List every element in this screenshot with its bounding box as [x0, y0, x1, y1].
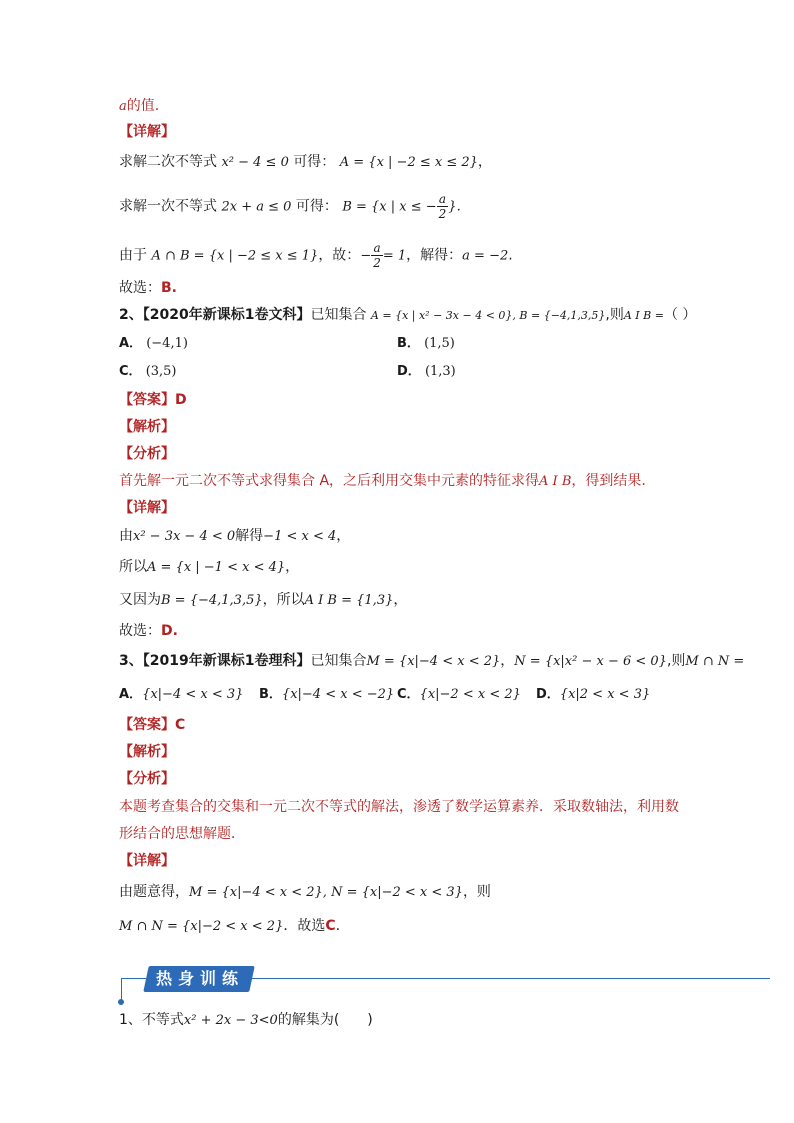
option-a[interactable]: A．{x|−4 < x < 3}: [119, 687, 244, 702]
fenxi-label: 【分析】: [119, 771, 175, 787]
solution-line-1: 求解二次不等式 x² − 4 ≤ 0 可得： A = {x | −2 ≤ x ≤ 2}，: [119, 154, 492, 170]
detail-line-1: 由x² − 3x − 4 < 0解得−1 < x < 4，: [119, 528, 351, 544]
fenxi-line-2: 形结合的思想解题．: [119, 826, 245, 842]
question-3-stem: 3、【2019年新课标1卷理科】已知集合M = {x|−4 < x < 2}，N = {x|x² − x − 6 < 0},则M ∩ N =: [119, 653, 745, 669]
option-c[interactable]: C．{x|−2 < x < 2}: [397, 687, 521, 702]
option-c[interactable]: C． (3,5): [119, 364, 177, 379]
detail-line-2: M ∩ N = {x|−2 < x < 2}．故选C.: [119, 918, 341, 934]
detail-line-1: 由题意得，M = {x|−4 < x < 2}, N = {x|−2 < x < 3}，则: [119, 884, 491, 900]
option-b[interactable]: B．{x|−4 < x < −2}: [259, 687, 395, 702]
answer-line: 故选：B.: [119, 280, 177, 296]
option-d[interactable]: D．{x|2 < x < 3}: [536, 687, 651, 702]
answer-label: 【答案】C: [119, 717, 186, 733]
question-source: 【2020年新课标1卷文科】: [142, 307, 311, 323]
fraction: $\frac{a}{2}$: [373, 241, 381, 270]
detail-label: 【详解】: [119, 500, 175, 516]
answer-label: 【答案】D: [119, 392, 187, 408]
analysis-label: 【解析】: [119, 744, 175, 760]
question-next: 1、不等式x² + 2x − 3<0的解集为( ): [119, 1012, 373, 1028]
solution-line-2: 求解一次不等式 2x + a ≤ 0 可得： B = {x | x ≤ − $\frac{a}{2}$ }.: [119, 192, 461, 221]
detail-label: 【详解】: [119, 853, 175, 869]
intro-line: [119, 96, 159, 117]
intro-var: a: [119, 99, 127, 114]
choose-line: 故选：D.: [119, 623, 178, 639]
banner-dot: [118, 999, 124, 1005]
option-b[interactable]: B． (1,5): [397, 336, 455, 351]
fraction: $\frac{a}{2}$: [438, 192, 447, 221]
detail-line-2: 所以A = {x | −1 < x < 4}，: [119, 559, 300, 575]
question-2-stem: 2、【2020年新课标1卷文科】已知集合 A = {x | x² − 3x − 4 < 0}, B = {−4,1,3,5},则A I B =（ ）: [119, 307, 697, 323]
fenxi-label: 【分析】: [119, 446, 175, 462]
detail-label: 【详解】: [119, 124, 175, 140]
section-banner-title: 热身训练: [155, 969, 244, 988]
fenxi-text: 首先解一元二次不等式求得集合 A，之后利用交集中元素的特征求得A I B，得到结果.: [119, 473, 646, 489]
intro-text: 的值.: [126, 98, 160, 114]
banner-rule-left: [121, 978, 146, 979]
question-source: 【2019年新课标1卷理科】: [142, 653, 311, 669]
banner-rule-right: [252, 978, 770, 979]
option-d[interactable]: D． (1,3): [397, 364, 456, 379]
option-a[interactable]: A． (−4,1): [119, 336, 188, 351]
detail-line-3: 又因为B = {−4,1,3,5}，所以A I B = {1,3}，: [119, 592, 408, 608]
analysis-label: 【解析】: [119, 419, 175, 435]
fenxi-line-1: 本题考查集合的交集和一元二次不等式的解法，渗透了数学运算素养．采取数轴法，利用数: [119, 799, 679, 815]
solution-line-3: 由于 A ∩ B = {x | −2 ≤ x ≤ 1}，故：− $\frac{a}{2}$ = 1，解得：a = −2.: [119, 241, 513, 270]
